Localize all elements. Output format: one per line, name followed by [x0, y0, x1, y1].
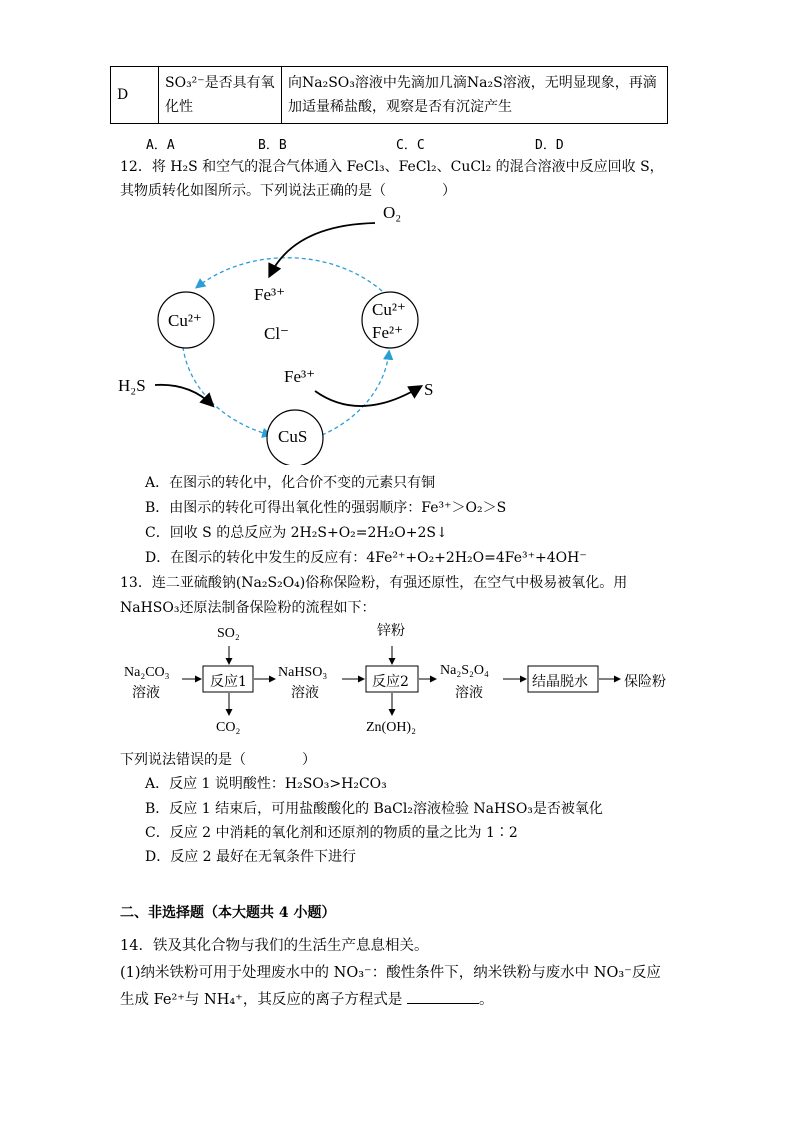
table-row — [111, 67, 668, 124]
fe3-bottom-label: Fe³⁺ — [284, 367, 316, 386]
na2s2o4-label: Na₂S₂O₄ — [440, 663, 489, 678]
znoh2-label: Zn(OH)₂ — [366, 720, 416, 735]
soln1-label: 溶液 — [132, 685, 160, 701]
cus-label: CuS — [278, 427, 308, 446]
purpose-cell: SO₃²⁻是否具有氧化性 — [159, 67, 282, 124]
reaction1-label: 反应1 — [210, 674, 247, 690]
q12-stem-line2: 其物质转化如图所示。下列说法正确的是（ ） — [120, 183, 456, 199]
fe3-top-label: Fe³⁺ — [254, 285, 286, 304]
so2-label: SO₂ — [217, 626, 240, 641]
section2-heading: 二、非选择题（本大题共 4 小题） — [120, 905, 336, 921]
q14-part1-end: 。 — [478, 992, 494, 1008]
q14-part1-line1: (1)纳米铁粉可用于处理废水中的 NO₃⁻：酸性条件下，纳米铁粉与废水中 NO₃⁻反应 — [120, 965, 661, 981]
cycle-arc-left — [183, 347, 270, 435]
q13-stem-line2: NaHSO₃还原法制备保险粉的流程如下： — [120, 600, 376, 616]
o2-arrow — [270, 223, 375, 275]
q11-choice-a[interactable]: A．A — [146, 138, 175, 153]
q13-option-c[interactable]: C．反应 2 中消耗的氧化剂和还原剂的物质的量之比为 1∶2 — [145, 825, 518, 841]
s-label: S — [424, 380, 434, 399]
soln2-label: 溶液 — [291, 685, 319, 701]
cu2-left-label: Cu²⁺ — [168, 311, 202, 330]
h2s-label: H₂S — [118, 376, 146, 395]
zinc-label: 锌粉 — [377, 623, 405, 639]
fe2-right-label: Fe²⁺ — [372, 323, 404, 342]
q11-choice-d[interactable]: D．D — [535, 138, 564, 153]
q12-option-b[interactable]: B．由图示的转化可得出氧化性的强弱顺序：Fe³⁺＞O₂＞S — [145, 500, 507, 516]
reaction2-label: 反应2 — [372, 674, 409, 690]
cu2-right-label: Cu²⁺ — [372, 300, 406, 319]
cycle-arc-right — [322, 352, 389, 435]
q12-stem-line1: 12．将 H₂S 和空气的混合气体通入 FeCl₃、FeCl₂、CuCl₂ 的混合溶液中反应回收 S， — [120, 159, 664, 175]
s-arrow — [315, 387, 420, 406]
crystal-label: 结晶脱水 — [532, 674, 588, 690]
q13-question: 下列说法错误的是（ ） — [120, 752, 316, 768]
q12-option-c[interactable]: C．回收 S 的总反应为 2H₂S+O₂=2H₂O+2S↓ — [145, 525, 448, 541]
q11-choice-b[interactable]: B．B — [258, 138, 287, 153]
q13-option-b[interactable]: B．反应 1 结束后，可用盐酸酸化的 BaCl₂溶液检验 NaHSO₃是否被氧化 — [145, 801, 603, 817]
q13-stem-line1: 13．连二亚硫酸钠(Na₂S₂O₄)俗称保险粉，有强还原性，在空气中极易被氧化。用 — [120, 575, 628, 591]
cycle-arc-top — [197, 258, 382, 291]
q11-choice-c[interactable]: C．C — [396, 138, 425, 153]
product-label: 保险粉 — [624, 674, 666, 690]
method-cell: 向Na₂SO₃溶液中先滴加几滴Na₂S溶液，无明显现象，再滴加适量稀盐酸，观察是否有沉淀产生 — [282, 67, 668, 124]
co2-label: CO₂ — [216, 720, 241, 735]
q14-stem: 14．铁及其化合物与我们的生活生产息息相关。 — [120, 938, 429, 954]
q12-option-a[interactable]: A．在图示的转化中，化合价不变的元素只有铜 — [145, 475, 436, 491]
na2co3-label: Na₂CO₃ — [124, 665, 170, 680]
q13-option-d[interactable]: D．反应 2 最好在无氧条件下进行 — [145, 849, 357, 865]
nahso3-label: NaHSO₃ — [278, 665, 328, 680]
q11-option-table — [110, 66, 668, 124]
q14-part1-text: 生成 Fe²⁺与 NH₄⁺，其反应的离子方程式是 — [120, 992, 403, 1008]
answer-blank[interactable] — [407, 989, 479, 1004]
q13-option-a[interactable]: A．反应 1 说明酸性：H₂SO₃>H₂CO₃ — [145, 776, 387, 792]
q12-option-d[interactable]: D．在图示的转化中发生的反应有：4Fe²⁺+O₂+2H₂O=4Fe³⁺+4OH⁻ — [145, 550, 587, 566]
cl-label: Cl⁻ — [264, 324, 290, 343]
q14-part1-line2 — [120, 988, 493, 1009]
h2s-arrow — [155, 385, 212, 405]
option-letter-cell: D — [111, 67, 159, 124]
soln3-label: 溶液 — [455, 685, 483, 701]
o2-label: O₂ — [383, 203, 402, 222]
